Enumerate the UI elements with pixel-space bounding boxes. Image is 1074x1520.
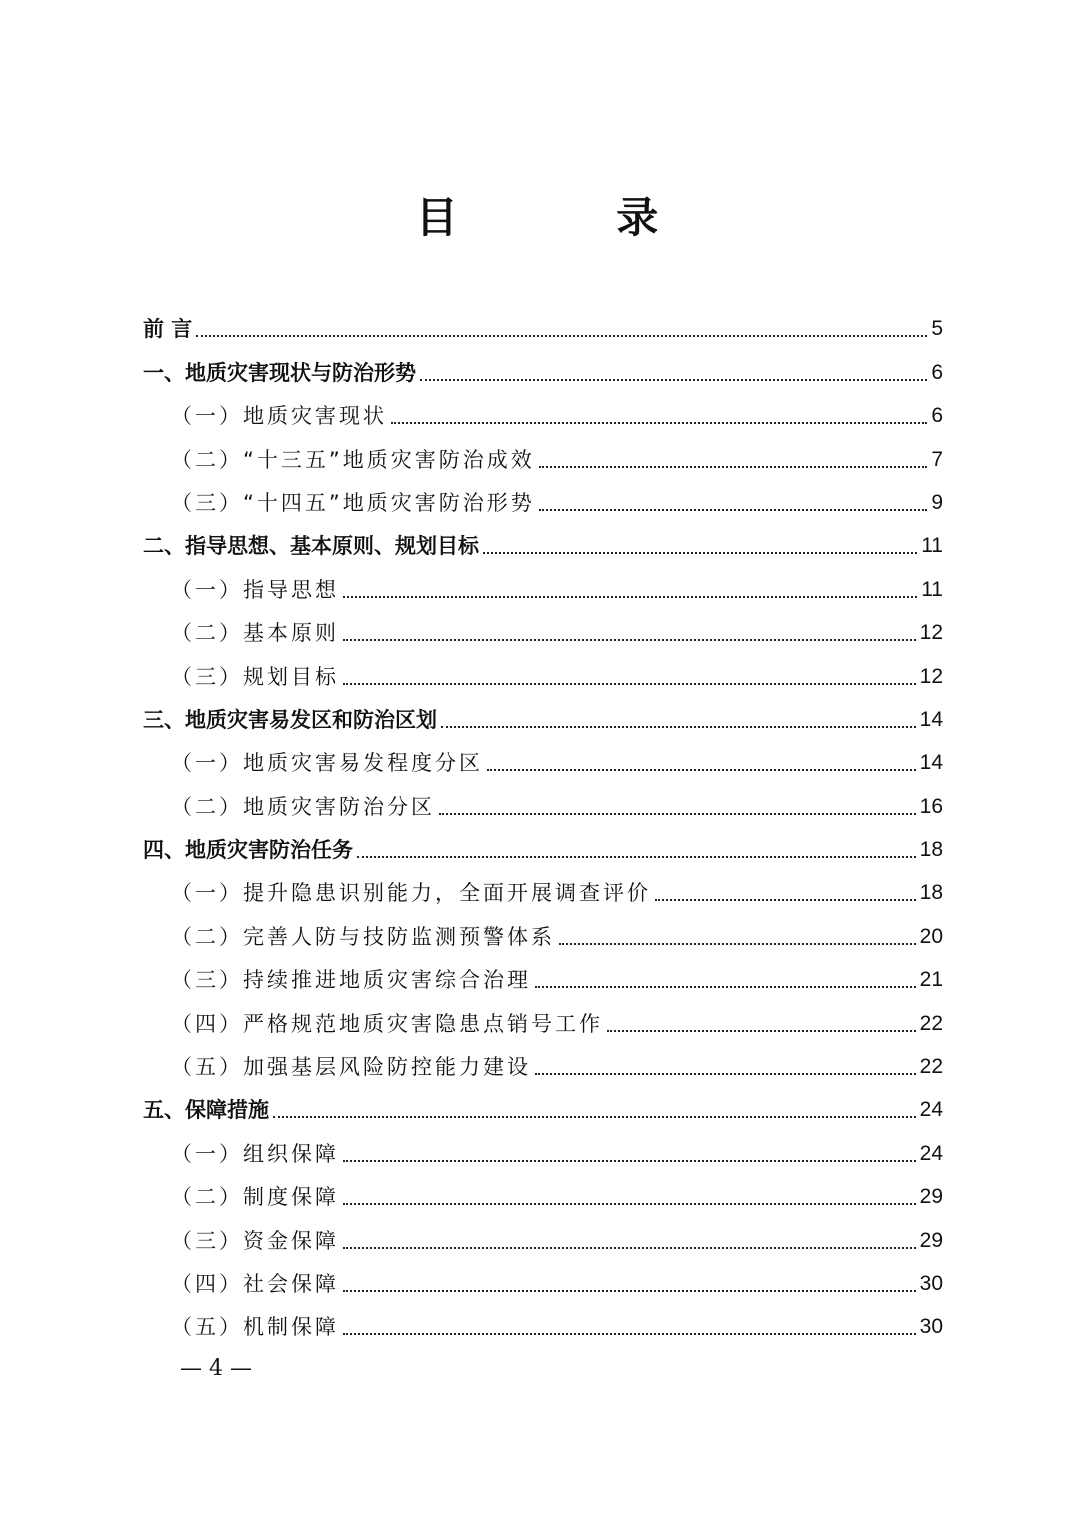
- toc-entry[interactable]: [143, 1299, 943, 1342]
- toc-dot-leader: [535, 1073, 916, 1075]
- toc-dot-leader: [273, 1116, 916, 1118]
- toc-entry[interactable]: [143, 822, 943, 865]
- toc-entry[interactable]: [143, 908, 943, 951]
- toc-entry[interactable]: [143, 475, 943, 518]
- toc-entry[interactable]: [143, 388, 943, 431]
- toc-entry-page: 29: [919, 1228, 943, 1252]
- toc-entry-page: 18: [919, 881, 943, 905]
- toc-entry-label: （一）地质灾害易发程度分区: [171, 751, 483, 776]
- toc-entry-page: 24: [919, 1098, 943, 1122]
- toc-dot-leader: [343, 639, 916, 641]
- toc-entry[interactable]: [143, 952, 943, 995]
- toc-entry-page: 11: [921, 577, 943, 601]
- toc-dot-leader: [441, 726, 916, 728]
- toc-entry-label: （三）规划目标: [171, 664, 339, 689]
- toc-entry[interactable]: [143, 692, 943, 735]
- toc-dot-leader: [559, 943, 916, 945]
- toc-entry[interactable]: [143, 1125, 943, 1168]
- toc-entry[interactable]: [143, 1082, 943, 1125]
- toc-entry-label: （一）地质灾害现状: [171, 404, 387, 429]
- toc-entry-page: 5: [931, 317, 943, 341]
- toc-entry[interactable]: [143, 1039, 943, 1082]
- toc-entry[interactable]: [143, 561, 943, 604]
- toc-entry-label: （四）严格规范地质灾害隐患点销号工作: [171, 1011, 603, 1036]
- toc-entry-page: 14: [919, 751, 943, 775]
- toc-entry-page: 12: [919, 621, 943, 645]
- toc-entry-label: （二）地质灾害防治分区: [171, 794, 435, 819]
- toc-entry[interactable]: [143, 1256, 943, 1299]
- toc-entry[interactable]: [143, 648, 943, 691]
- table-of-contents: [143, 301, 943, 1342]
- toc-entry-page: 12: [919, 664, 943, 688]
- toc-entry-label: 三、地质灾害易发区和防治区划: [143, 707, 437, 732]
- toc-entry[interactable]: [143, 344, 943, 387]
- toc-dot-leader: [439, 813, 916, 815]
- toc-dot-leader: [420, 379, 927, 381]
- toc-dot-leader: [343, 1203, 916, 1205]
- toc-entry[interactable]: [143, 735, 943, 778]
- toc-dot-leader: [607, 1030, 916, 1032]
- toc-entry[interactable]: [143, 778, 943, 821]
- toc-entry-page: 14: [919, 707, 943, 731]
- toc-entry-page: 18: [919, 838, 943, 862]
- toc-dot-leader: [357, 856, 916, 858]
- toc-entry-label: （一）提升隐患识别能力，全面开展调查评价: [171, 881, 651, 906]
- toc-entry[interactable]: [143, 431, 943, 474]
- toc-entry-page: 11: [921, 534, 943, 558]
- toc-dot-leader: [655, 899, 916, 901]
- toc-entry-label: （五）加强基层风险防控能力建设: [171, 1055, 531, 1080]
- toc-entry-page: 21: [919, 968, 943, 992]
- toc-entry-label: 五、保障措施: [143, 1098, 269, 1123]
- toc-entry-page: 6: [931, 404, 943, 428]
- page-number: — 4 —: [180, 1356, 252, 1381]
- toc-entry-page: 6: [931, 360, 943, 384]
- toc-entry-label: （一）指导思想: [171, 577, 339, 602]
- toc-entry-page: 30: [919, 1315, 943, 1339]
- toc-dot-leader: [483, 552, 917, 554]
- toc-dot-leader: [487, 769, 916, 771]
- toc-entry-page: 9: [931, 490, 943, 514]
- toc-entry-page: 29: [919, 1185, 943, 1209]
- toc-entry[interactable]: [143, 865, 943, 908]
- toc-dot-leader: [539, 509, 928, 511]
- toc-entry[interactable]: [143, 605, 943, 648]
- toc-entry-label: 四、地质灾害防治任务: [143, 838, 353, 863]
- toc-entry-page: 24: [919, 1141, 943, 1165]
- toc-dot-leader: [343, 1160, 916, 1162]
- toc-entry-label: 前 言: [143, 317, 193, 342]
- toc-entry-label: （四）社会保障: [171, 1271, 339, 1296]
- toc-entry-label: （二）完善人防与技防监测预警体系: [171, 924, 555, 949]
- toc-entry-label: （三）持续推进地质灾害综合治理: [171, 968, 531, 993]
- toc-entry-page: 30: [919, 1271, 943, 1295]
- toc-entry-page: 20: [919, 924, 943, 948]
- toc-entry[interactable]: [143, 301, 943, 344]
- toc-entry-label: （二）制度保障: [171, 1185, 339, 1210]
- toc-entry-label: （二）“十三五”地质灾害防治成效: [171, 447, 535, 472]
- toc-entry-label: （三）“十四五”地质灾害防治形势: [171, 490, 535, 515]
- toc-entry-label: （三）资金保障: [171, 1228, 339, 1253]
- toc-dot-leader: [535, 986, 916, 988]
- toc-entry-page: 7: [931, 447, 943, 471]
- toc-entry-page: 22: [919, 1055, 943, 1079]
- toc-entry-label: 二、指导思想、基本原则、规划目标: [143, 534, 479, 559]
- toc-dot-leader: [343, 683, 916, 685]
- toc-dot-leader: [391, 422, 927, 424]
- toc-entry-page: 16: [919, 794, 943, 818]
- toc-entry-label: （五）机制保障: [171, 1315, 339, 1340]
- toc-dot-leader: [539, 466, 928, 468]
- toc-entry[interactable]: [143, 518, 943, 561]
- toc-entry[interactable]: [143, 1169, 943, 1212]
- toc-dot-leader: [343, 1333, 916, 1335]
- page-title: 目 录: [415, 193, 731, 242]
- toc-entry-label: 一、地质灾害现状与防治形势: [143, 360, 416, 385]
- toc-entry-label: （一）组织保障: [171, 1141, 339, 1166]
- toc-dot-leader: [343, 1247, 916, 1249]
- toc-entry[interactable]: [143, 1212, 943, 1255]
- toc-dot-leader: [196, 335, 927, 337]
- toc-entry-label: （二）基本原则: [171, 621, 339, 646]
- toc-dot-leader: [343, 1290, 916, 1292]
- toc-entry[interactable]: [143, 995, 943, 1038]
- toc-entry-page: 22: [919, 1011, 943, 1035]
- toc-dot-leader: [343, 596, 917, 598]
